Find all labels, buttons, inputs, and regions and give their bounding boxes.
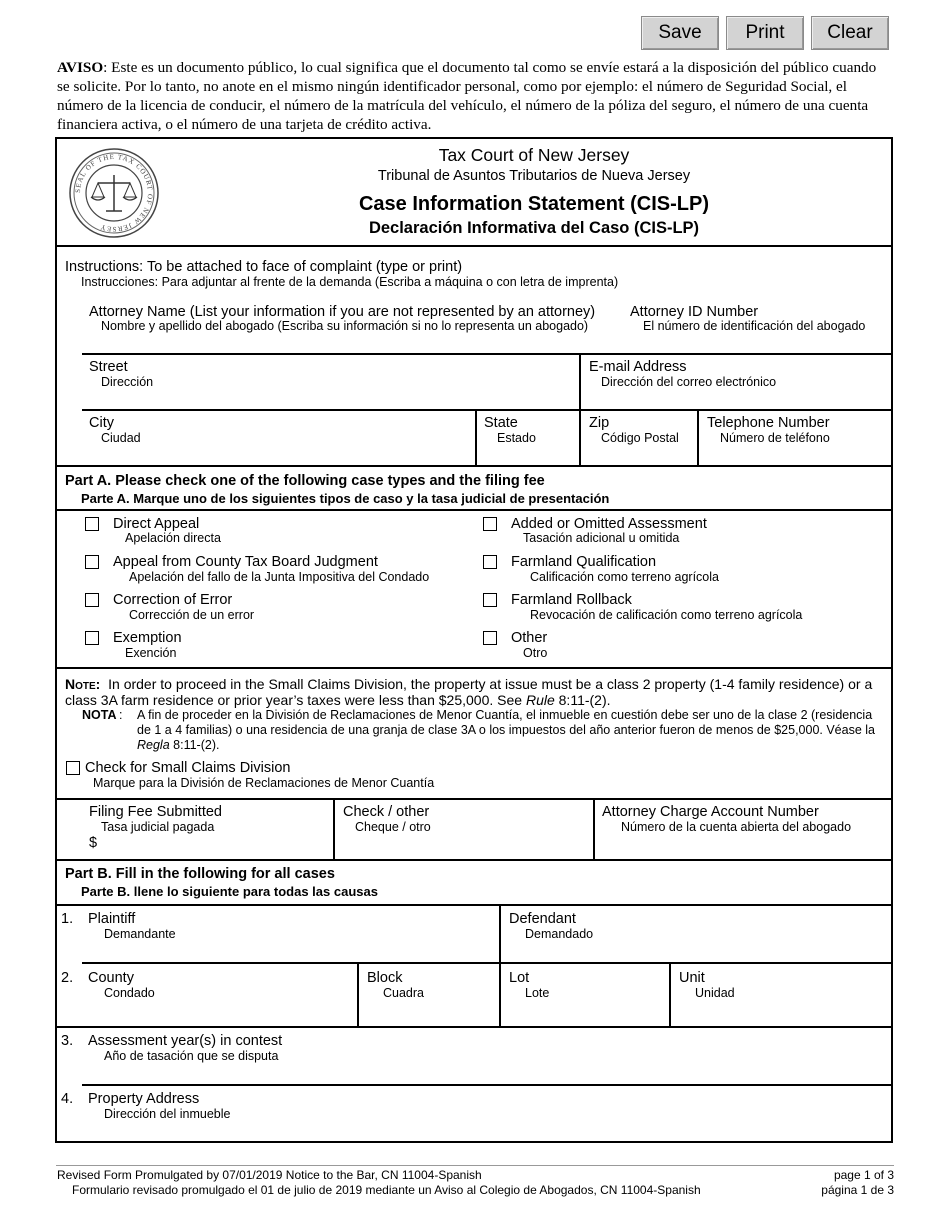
- checkbox-county-board-appeal[interactable]: [85, 555, 99, 569]
- note-es-text-end: 8:11-(2).: [169, 738, 220, 752]
- option-label: Exemption: [113, 630, 182, 646]
- page-number-es: página 1 de 3: [821, 1183, 894, 1197]
- aviso-text: : Este es un documento público, lo cual significa que el documento tal como se envíe estará a la disposición del público cuando se solicite. Por lo tanto, no anote en el mismo ningún identificador personal, como por ejemplo: el número de Seguridad Social, el número de la licencia de conducir, el número de la matrícula del vehículo, el número de la póliza del seguro, el número de una cuenta financiera activa, o el número de una tarjeta de crédito activa.: [57, 59, 877, 133]
- attorney-name-label: Attorney Name (List your information if you are not represented by an attorney): [89, 304, 596, 320]
- state-field[interactable]: [477, 410, 579, 465]
- form-title: Case Information Statement (CIS-LP): [358, 193, 710, 215]
- charge-account-label: Attorney Charge Account Number: [602, 804, 819, 820]
- option-label: Added or Omitted Assessment: [511, 516, 707, 532]
- option-label: Direct Appeal: [113, 516, 200, 532]
- checkbox-added-omitted[interactable]: [483, 517, 497, 531]
- option-label-es: Apelación directa: [125, 531, 221, 545]
- checkbox-correction-of-error[interactable]: [85, 593, 99, 607]
- divider: [56, 798, 893, 800]
- form-title-es: Declaración Informativa del Caso (CIS-LP): [368, 219, 700, 237]
- footer-revised: Revised Form Promulgated by 07/01/2019 Notice to the Bar, CN 11004-Spanish: [57, 1168, 482, 1182]
- block-label-es: Cuadra: [383, 986, 424, 1000]
- divider: [56, 509, 893, 511]
- note-rule: Rule: [525, 692, 555, 708]
- court-name: Tax Court of New Jersey: [438, 145, 630, 165]
- lot-label-es: Lote: [525, 986, 550, 1000]
- option-label-es: Tasación adicional u omitida: [523, 531, 680, 545]
- row-number: 1.: [61, 911, 74, 927]
- check-other-field[interactable]: [335, 836, 593, 858]
- checkbox-farmland-qualification[interactable]: [483, 555, 497, 569]
- unit-label: Unit: [679, 970, 705, 986]
- defendant-label-es: Demandado: [525, 927, 594, 941]
- row-number: 2.: [61, 970, 74, 986]
- clear-button[interactable]: Clear: [811, 16, 889, 50]
- email-field[interactable]: [580, 354, 892, 409]
- years-field[interactable]: [82, 1027, 892, 1084]
- email-label: E-mail Address: [589, 359, 687, 375]
- state-label-es: Estado: [497, 431, 536, 445]
- unit-field[interactable]: [671, 963, 892, 1025]
- phone-label-es: Número de teléfono: [720, 431, 830, 445]
- option-label: Farmland Rollback: [511, 592, 632, 608]
- page-number: page 1 of 3: [833, 1168, 894, 1182]
- note-regla: Regla: [137, 738, 170, 752]
- charge-account-field[interactable]: [595, 836, 891, 858]
- instructions: Instructions: To be attached to face of complaint (type or print): [65, 259, 463, 275]
- divider: [891, 298, 893, 354]
- divider: [56, 245, 893, 247]
- check-other-label-es: Cheque / otro: [355, 820, 431, 834]
- part-a-title: Part A. Please check one of the following case types and the filing fee: [65, 473, 545, 489]
- property-address-field[interactable]: [82, 1085, 892, 1141]
- option-label: Other: [511, 630, 548, 646]
- zip-label-es: Código Postal: [601, 431, 679, 445]
- lot-field[interactable]: [501, 963, 668, 1025]
- option-label-es: Otro: [523, 646, 548, 660]
- part-b-title: Part B. Fill in the following for all cases: [65, 866, 335, 882]
- plaintiff-field[interactable]: [82, 905, 498, 962]
- aviso-notice: [57, 58, 887, 134]
- print-button[interactable]: Print: [726, 16, 804, 50]
- state-label: State: [484, 415, 518, 431]
- email-label-es: Dirección del correo electrónico: [601, 375, 777, 389]
- small-claims-label: Check for Small Claims Division: [85, 760, 291, 776]
- attorney-id-field[interactable]: [622, 298, 892, 353]
- note-es: [137, 708, 882, 753]
- city-field[interactable]: [82, 410, 475, 465]
- years-label: Assessment year(s) in contest: [88, 1033, 283, 1049]
- zip-label: Zip: [589, 415, 610, 431]
- street-field[interactable]: [82, 354, 579, 409]
- option-label-es: Revocación de calificación como terreno agrícola: [530, 608, 803, 622]
- note-text-end: 8:11-(2).: [554, 692, 611, 708]
- street-label-es: Dirección: [101, 375, 154, 389]
- aviso-label: AVISO: [57, 59, 104, 76]
- note-en: [65, 676, 885, 708]
- city-label: City: [89, 415, 114, 431]
- option-label-es: Exención: [125, 646, 177, 660]
- filing-fee-label: Filing Fee Submitted: [89, 804, 222, 820]
- seal-text: SEAL OF THE TAX COURT OF NEW JERSEY: [73, 152, 155, 234]
- checkbox-direct-appeal[interactable]: [85, 517, 99, 531]
- save-button[interactable]: Save: [641, 16, 719, 50]
- unit-label-es: Unidad: [695, 986, 735, 1000]
- charge-account-label-es: Número de la cuenta abierta del abogado: [621, 820, 852, 834]
- footer-revised-es: Formulario revisado promulgado el 01 de julio de 2019 mediante un Aviso al Colegio de Abogados, CN 11004-Spanish: [72, 1183, 701, 1197]
- option-label-es: Calificación como terreno agrícola: [530, 570, 719, 584]
- filing-fee-label-es: Tasa judicial pagada: [101, 820, 215, 834]
- block-label: Block: [367, 970, 403, 986]
- lot-label: Lot: [509, 970, 530, 986]
- checkbox-other[interactable]: [483, 631, 497, 645]
- divider: [56, 465, 893, 467]
- divider: [56, 859, 893, 861]
- divider: [56, 667, 893, 669]
- street-label: Street: [89, 359, 128, 375]
- plaintiff-label-es: Demandante: [104, 927, 176, 941]
- court-name-es: Tribunal de Asuntos Tributarios de Nueva Jersey: [377, 168, 691, 184]
- small-claims-label-es: Marque para la División de Reclamaciones de Menor Cuantía: [93, 776, 435, 790]
- nota-label: NOTA: [82, 708, 117, 722]
- county-field[interactable]: [82, 963, 356, 1025]
- option-label: Correction of Error: [113, 592, 233, 608]
- checkbox-farmland-rollback[interactable]: [483, 593, 497, 607]
- row-number: 4.: [61, 1091, 74, 1107]
- county-label-es: Condado: [104, 986, 155, 1000]
- attorney-id-label: Attorney ID Number: [630, 304, 759, 320]
- part-b-title-es: Parte B. llene lo siguiente para todas las causas: [81, 884, 378, 899]
- phone-field[interactable]: [699, 410, 892, 465]
- footer-divider: [56, 1165, 894, 1166]
- property-address-label: Property Address: [88, 1091, 200, 1107]
- property-address-label-es: Dirección del inmueble: [104, 1107, 231, 1121]
- row-number: 3.: [61, 1033, 74, 1049]
- block-field[interactable]: [359, 963, 498, 1025]
- part-a-title-es: Parte A. Marque uno de los siguientes tipos de caso y la tasa judicial de presentación: [81, 491, 610, 506]
- option-label-es: Corrección de un error: [129, 608, 255, 622]
- filing-fee-field[interactable]: [100, 834, 330, 856]
- option-label-es: Apelación del fallo de la Junta Impositiva del Condado: [129, 570, 430, 584]
- attorney-name-label-es: Nombre y apellido del abogado (Escriba su información si no lo representa un abogado): [101, 319, 589, 333]
- note-label: Note:: [65, 676, 101, 692]
- note-text: In order to proceed in the Small Claims Division, the property at issue must be a class 2 property (1-4 family residence) or a class 3A farm residence or prior year’s taxes were less than $25,000. See: [65, 676, 873, 708]
- zip-field[interactable]: [581, 410, 697, 465]
- dollar-sign: $: [89, 835, 98, 851]
- checkbox-small-claims[interactable]: [66, 761, 80, 775]
- defendant-field[interactable]: [501, 905, 892, 962]
- instructions-es: Instrucciones: Para adjuntar al frente de la demanda (Escriba a máquina o con letra de imprenta): [81, 275, 619, 289]
- years-label-es: Año de tasación que se disputa: [104, 1049, 279, 1063]
- city-label-es: Ciudad: [101, 431, 141, 445]
- check-other-label: Check / other: [343, 804, 430, 820]
- defendant-label: Defendant: [509, 911, 576, 927]
- phone-label: Telephone Number: [707, 415, 830, 431]
- option-label: Appeal from County Tax Board Judgment: [113, 554, 378, 570]
- attorney-id-label-es: El número de identificación del abogado: [643, 319, 866, 333]
- option-label: Farmland Qualification: [511, 554, 657, 570]
- note-es-text: A fin de proceder en la División de Reclamaciones de Menor Cuantía, el inmueble en cuestión debe ser uno de la clase 2 (residencia de 1 a 4 familias) o una residencia de una granja de clase 3A o los impuestos del año anterior fueron de menos de $25,000. Véase la: [137, 708, 875, 737]
- plaintiff-label: Plaintiff: [88, 911, 136, 927]
- attorney-name-field[interactable]: [82, 298, 620, 353]
- county-label: County: [88, 970, 134, 986]
- checkbox-exemption[interactable]: [85, 631, 99, 645]
